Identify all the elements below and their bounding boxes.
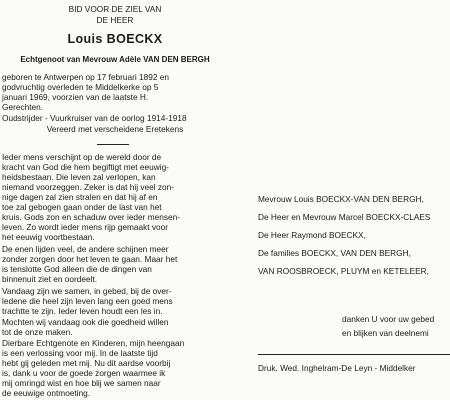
family-line: De families BOECKX, VAN DEN BERGH, <box>258 248 411 258</box>
family-line: De Heer en Mevrouw Marcel BOECKX-CLAES <box>258 212 431 222</box>
separator-rule <box>97 144 129 145</box>
bio-line: Gerechten. <box>2 102 44 112</box>
family-line: Mevrouw Louis BOECKX-VAN DEN BERGH, <box>258 194 424 204</box>
text-line: zonder zorgen door het leven te gaan. Maar het <box>2 254 178 264</box>
bio-line: geboren te Antwerpen op 17 februari 1892 en <box>2 72 169 82</box>
text-line: is tenslotte God alleen die de dingen van <box>2 264 152 274</box>
text-line: leven. Zo wordt ieder mens rijp gemaakt voor <box>2 222 169 232</box>
text-line: is, dank u voor de goede zorgen waarmee ik <box>2 368 166 378</box>
text-line: Ieder mens verschijnt op de wereld door de <box>2 152 162 162</box>
spouse-line: Echtgenoot van Mevrouw Adèle VAN DEN BERGH <box>20 55 210 64</box>
text-line: ledene die heel zijn leven lang een goed mens <box>2 296 173 306</box>
text-line: Mochten wij vandaag ook die goedheid willen <box>2 317 169 327</box>
header-line-2: DE HEER <box>96 15 134 25</box>
text-line: het eeuwig voortbestaan. <box>2 232 95 242</box>
deceased-name: Louis BOECKX <box>67 32 163 46</box>
text-line: nige dagen zal zien stralen en dat hij af en <box>2 192 158 202</box>
header-line-1: BID VOOR DE ZIEL VAN <box>68 4 162 14</box>
text-line: De enen lijden veel, de andere schijnen meer <box>2 244 169 254</box>
text-line: kruis. Gods zon en schaduw over ieder mensen- <box>2 212 181 222</box>
text-line: toe zal gebogen gaan onder de last van het <box>2 202 162 212</box>
family-line: VAN ROOSBROECK, PLUYM en KETELEER, <box>258 266 429 276</box>
text-line: is een verlossing voor mij. In de laatste tijd <box>2 348 158 358</box>
text-line: tot de onze maken. <box>2 327 73 337</box>
honors-line: Vereerd met verscheidene Eretekens <box>46 124 184 134</box>
thanks-line-2: en blijken van deelnemi <box>342 328 429 338</box>
bio-line: januari 1969, voorzien van de laatste H. <box>2 92 149 102</box>
text-line: binnenuit ziet en oordeelt. <box>2 274 98 284</box>
text-line: kracht van God die hem begiftigt met eeuwig- <box>2 162 169 172</box>
text-line: niemand voorzeggen. Zeker is dat hij veel zon- <box>2 182 175 192</box>
bio-line: Oudstrijder - Vuurkruiser van de oorlog 1914-1918 <box>2 113 187 123</box>
text-line: hebt gij geleden met mij. Nu dit aardse voorbij <box>2 358 171 368</box>
text-line: Dierbare Echtgenote en Kinderen, mijn heengaan <box>2 338 185 348</box>
thanks-line-1: danken U voor uw gebed <box>342 314 435 324</box>
text-line: mij omringd wist en hoe blij we samen naar <box>2 378 161 388</box>
text-line: de eeuwige ontmoeting. <box>2 388 91 398</box>
footer-rule <box>258 354 450 355</box>
text-line: trachtte te zijn. Ieder leven houdt een les in. <box>2 306 163 316</box>
family-line: De Heer Raymond BOECKX, <box>258 230 366 240</box>
text-line: Vandaag zijn we samen, in gebed, bij de over- <box>2 286 172 296</box>
printer-line: Druk. Wed. Inghelram-De Leyn - Middelker <box>258 363 416 373</box>
text-line: heidsbestaan. Die leven zal verlopen, kan <box>2 172 156 182</box>
bio-line: godvruchtig overleden te Middelkerke op 5 <box>2 82 159 92</box>
